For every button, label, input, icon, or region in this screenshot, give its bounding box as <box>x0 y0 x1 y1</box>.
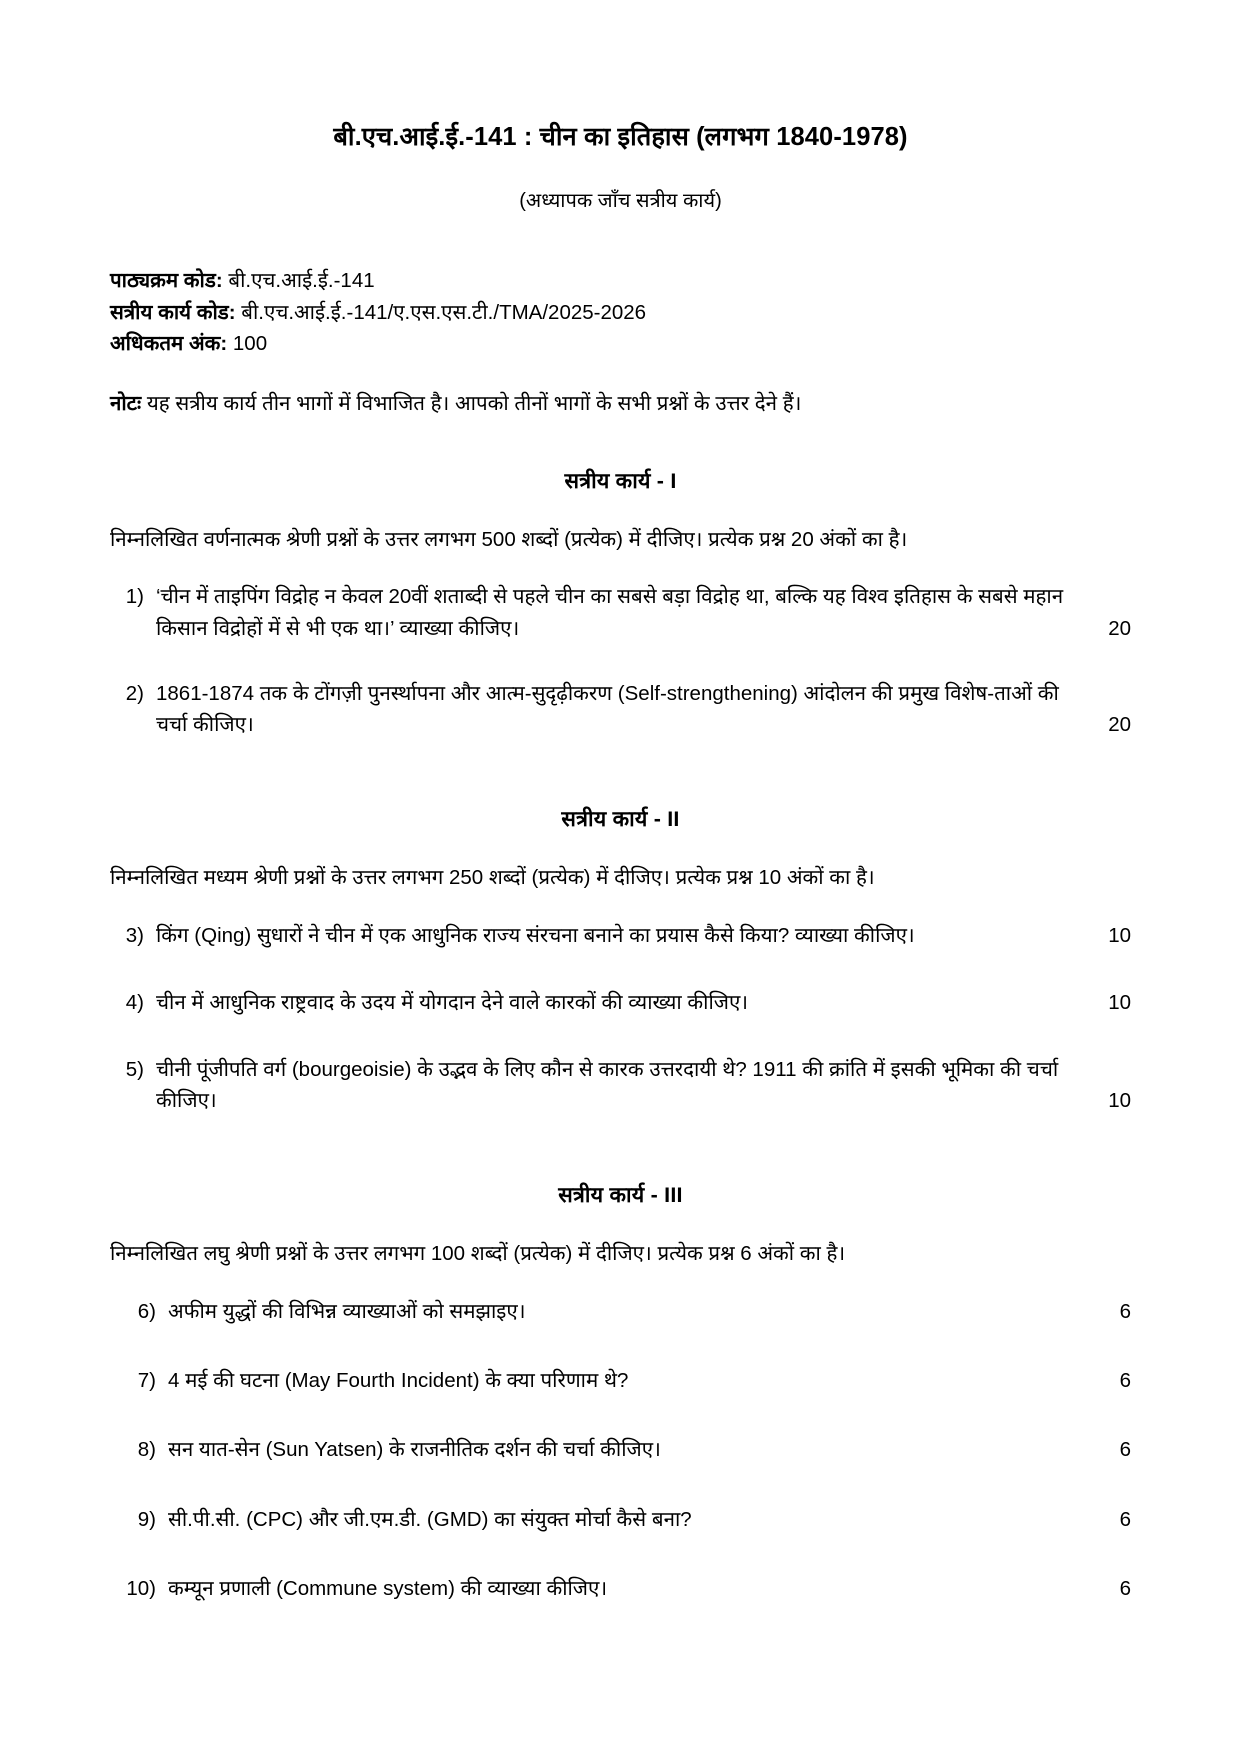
question-item <box>110 1573 1131 1604</box>
max-marks-row <box>110 328 1131 359</box>
assignment-code-value: बी.एच.आई.ई.-141/ए.एस.एस.टी./TMA/2025-2026 <box>241 300 647 324</box>
question-text: ‘चीन में ताइपिंग विद्रोह न केवल 20वीं शताब्दी से पहले चीन का सबसे बड़ा विद्रोह था, बल्कि यह विश्व इतिहास के सबसे महान किसान विद्रोहों में से भी एक था।’ व्याख्या कीजिए। <box>156 585 1064 640</box>
question-number: 3) <box>125 923 144 947</box>
section-heading-2: सत्रीय कार्य - II <box>561 807 680 832</box>
section-instruction-2: निम्नलिखित मध्यम श्रेणी प्रश्नों के उत्तर लगभग 250 शब्दों (प्रत्येक) में दीजिए। प्रत्येक प्रश्न 10 अंकों का है। <box>110 866 875 890</box>
question-item <box>110 1434 1131 1465</box>
meta-block <box>110 265 1131 358</box>
page-title: बी.एच.आई.ई.-141 : चीन का इतिहास (लगभग 1840-1978) <box>333 123 908 151</box>
question-marks: 6 <box>1119 1369 1131 1393</box>
question-marks: 6 <box>1119 1507 1131 1531</box>
assignment-code-label: सत्रीय कार्य कोड: <box>110 300 236 324</box>
question-marks: 6 <box>1119 1576 1131 1600</box>
question-list-3 <box>110 1296 1131 1604</box>
max-marks-label: अधिकतम अंक: <box>110 331 228 355</box>
course-code-row <box>110 265 1131 296</box>
section-instruction-3: निम्नलिखित लघु श्रेणी प्रश्नों के उत्तर लगभग 100 शब्दों (प्रत्येक) में दीजिए। प्रत्येक प्रश्न 6 अंकों का है। <box>110 1242 846 1266</box>
question-number: 1) <box>125 585 144 609</box>
question-number: 2) <box>125 681 144 705</box>
question-list-2 <box>110 920 1131 1117</box>
assignment-code-row <box>110 297 1131 328</box>
question-text: सी.पी.सी. (CPC) और जी.एम.डी. (GMD) का संयुक्त मोर्चा कैसे बना? <box>168 1507 692 1531</box>
question-text: चीन में आधुनिक राष्ट्रवाद के उदय में योगदान देने वाले कारकों की व्याख्या कीजिए। <box>156 990 749 1014</box>
question-number: 7) <box>137 1369 156 1393</box>
question-marks: 20 <box>1108 712 1131 736</box>
question-item <box>110 987 1131 1018</box>
page-subtitle: (अध्यापक जाँच सत्रीय कार्य) <box>519 190 722 213</box>
question-text: किंग (Qing) सुधारों ने चीन में एक आधुनिक राज्य संरचना बनाने का प्रयास कैसे किया? व्याख्या कीजिए। <box>156 923 915 947</box>
question-text: अफीम युद्धों की विभिन्न व्याख्याओं को समझाइए। <box>168 1300 526 1324</box>
question-marks: 20 <box>1108 616 1131 640</box>
note-line <box>110 389 1131 420</box>
question-text: 1861-1874 तक के टोंगज़ी पुनर्स्थापना और आत्म-सुदृढ़ीकरण (Self-strengthening) आंदोलन की प्रमुख विशेष-ताओं की चर्चा कीजिए। <box>156 681 1059 736</box>
question-marks: 6 <box>1119 1438 1131 1462</box>
section-heading-3: सत्रीय कार्य - III <box>558 1183 683 1208</box>
question-item <box>110 1365 1131 1396</box>
question-item <box>110 678 1131 740</box>
course-code-value: बी.एच.आई.ई.-141 <box>228 269 375 293</box>
question-number: 10) <box>126 1576 156 1600</box>
question-marks: 10 <box>1108 923 1131 947</box>
section-assignment-2 <box>110 804 1131 1116</box>
question-number: 5) <box>125 1058 144 1082</box>
section-heading-1: सत्रीय कार्य - I <box>564 468 677 493</box>
question-marks: 6 <box>1119 1300 1131 1324</box>
question-item <box>110 1504 1131 1535</box>
question-item <box>110 581 1131 643</box>
section-assignment-3 <box>110 1180 1131 1604</box>
section-assignment-1 <box>110 466 1131 740</box>
question-list-1 <box>110 581 1131 740</box>
question-number: 6) <box>137 1300 156 1324</box>
question-marks: 10 <box>1108 1089 1131 1113</box>
question-item <box>110 1296 1131 1327</box>
question-text: सन यात-सेन (Sun Yatsen) के राजनीतिक दर्शन की चर्चा कीजिए। <box>168 1438 661 1462</box>
question-number: 9) <box>137 1507 156 1531</box>
section-instruction-1: निम्नलिखित वर्णनात्मक श्रेणी प्रश्नों के उत्तर लगभग 500 शब्दों (प्रत्येक) में दीजिए। प्रत्येक प्रश्न 20 अंकों का है। <box>110 527 908 551</box>
question-text: चीनी पूंजीपति वर्ग (bourgeoisie) के उद्भव के लिए कौन से कारक उत्तरदायी थे? 1911 की क्रांति में इसकी भूमिका की चर्चा कीजिए। <box>156 1058 1059 1113</box>
question-item <box>110 920 1131 951</box>
question-marks: 10 <box>1108 990 1131 1014</box>
question-text: कम्यून प्रणाली (Commune system) की व्याख्या कीजिए। <box>168 1576 608 1600</box>
question-number: 8) <box>137 1438 156 1462</box>
question-item <box>110 1054 1131 1116</box>
course-code-label: पाठ्यक्रम कोड: <box>110 269 223 293</box>
note-label: नोटः <box>110 391 142 415</box>
note-text: यह सत्रीय कार्य तीन भागों में विभाजित है। आपको तीनों भागों के सभी प्रश्नों के उत्तर देने हैं। <box>141 391 802 415</box>
question-number: 4) <box>125 990 144 1014</box>
max-marks-value: 100 <box>232 331 268 355</box>
question-text: 4 मई की घटना (May Fourth Incident) के क्या परिणाम थे? <box>168 1369 629 1393</box>
